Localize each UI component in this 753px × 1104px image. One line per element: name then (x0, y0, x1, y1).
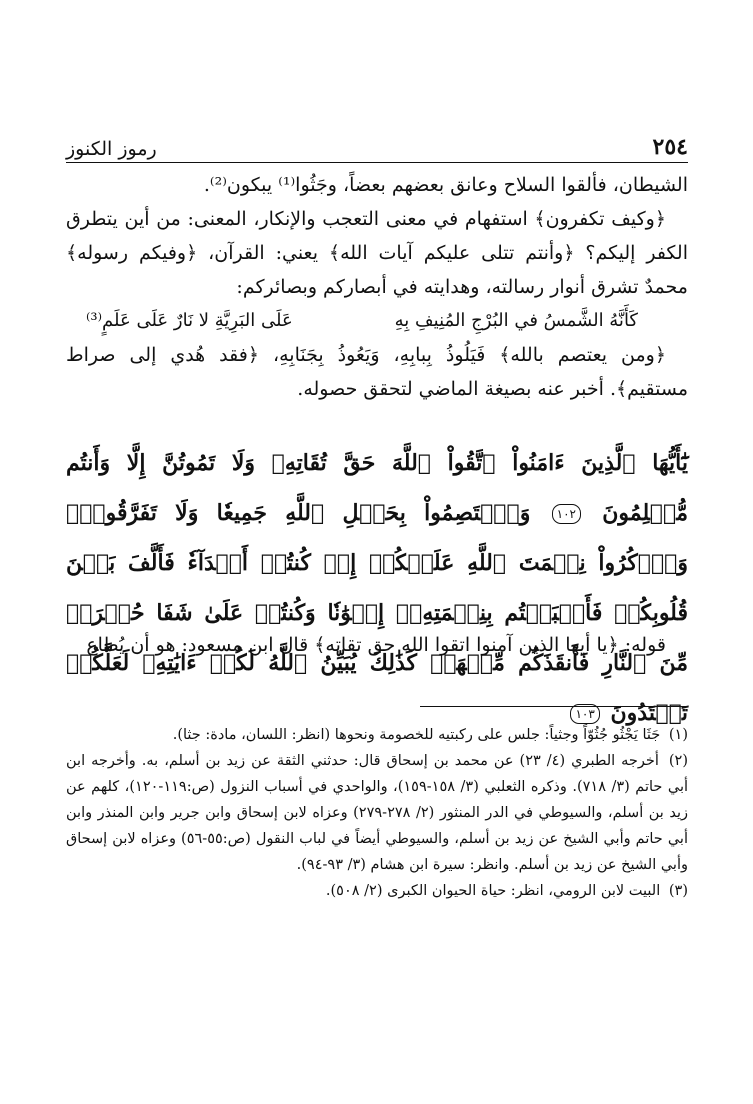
verse-number-102: ١٠٢ (552, 504, 581, 524)
paragraph-2: ﴿وكيف تكفرون﴾ استفهام في معنى التعجب والإنكار، المعنى: من أين يتطرق الكفر إليكم؟ ﴿وأنتم تتلى عليكم آيات الله﴾ يعني: القرآن، ﴿وفيكم رسوله﴾ محمدٌ تشرق أنوار رسالته، وهدايته في أبصاركم وبصائركم: (66, 208, 688, 298)
footnote-3-text: البيت لابن الرومي، انظر: حياة الحيوان الكبرى (٢/ ٥٠٨). (325, 883, 661, 899)
footnote-divider (420, 706, 688, 707)
footnotes (66, 722, 688, 904)
page-header (66, 124, 688, 160)
footnote-1-text: جَثَا يَجْثُو جُثُوّاً وجثياً: جلس على ركبتيه للخصومة ونحوها (انظر: اللسان، مادة: جثا). (172, 727, 661, 743)
footnote-3 (66, 878, 688, 904)
footnote-2 (66, 748, 688, 878)
verse-102: يَٰٓأَيُّهَا ٱلَّذِينَ ءَامَنُواْ ٱتَّقُواْ ٱللَّهَ حَقَّ تُقَاتِهِۦ وَلَا تَمُوتُنَّ إِلَّا وَأَنتُم مُّسۡلِمُونَ (66, 450, 688, 526)
header-divider (66, 162, 688, 163)
verse-103: وَٱعۡتَصِمُواْ بِحَبۡلِ ٱللَّهِ جَمِيعٗا وَلَا تَفَرَّقُواْۚ وَٱذۡكُرُواْ نِعۡمَتَ ٱللَّهِ عَلَيۡكُمۡ إِذۡ كُنتُمۡ أَعۡدَآءٗ فَأَلَّفَ بَيۡنَ قُلُوبِكُمۡ فَأَصۡبَحۡتُم بِنِعۡمَتِهِۦٓ إِخۡوَٰنٗا وَكُنتُمۡ عَلَىٰ شَفَا حُفۡرَةٖ مِّنَ ٱلنَّارِ فَأَنقَذَكُم مِّنۡهَاۗ كَذَٰلِكَ يُبَيِّنُ ٱللَّهُ لَكُمۡ ءَايَٰتِهِۦ لَعَلَّكُمۡ تَهۡتَدُونَ (66, 500, 688, 726)
footnote-2-text: أخرجه الطبري (٤/ ٢٣) عن محمد بن إسحاق قال: حدثني الثقة عن زيد بن أسلم، به. وأخرجه ابن أبي حاتم (٣/ ٧١٨). وذكره الثعلبي (٣/ ١٥٨-١٥٩)، والواحدي في أسباب النزول (ص:١١٩-١٢٠)، كلهم عن زيد بن أسلم، والسيوطي في الدر المنثور (٢/ ٢٧٨-٢٧٩) وعزاه لابن إسحاق وابن جرير وابن المنذر وابن أبي حاتم وأبي الشيخ عن زيد بن أسلم، والسيوطي أيضاً في لباب النقول (ص:٥٥-٥٦) وعزاه لابن إسحاق وأبي الشيخ عن زيد بن أسلم. وانظر: سيرة ابن هشام (٣/ ٩٣-٩٤). (66, 753, 689, 873)
footnote-1 (66, 722, 688, 748)
commentary-text (66, 628, 688, 662)
poem-verse (66, 304, 688, 338)
paragraph-1: الشيطان، فألقوا السلاح وعانق بعضهم بعضاً، وجَثُوا⁽¹⁾ يبكون⁽²⁾. (203, 174, 688, 196)
verse-number-103: ١٠٣ (570, 704, 599, 724)
poem-hemistich-left: عَلَى البَرِيَّةِ لا نَارٌ عَلَى عَلَمٍ⁽³⁾ (86, 310, 293, 331)
footnote-1-number: (١) (668, 727, 688, 743)
commentary-paragraph: قوله: ﴿يا أيها الذين آمنوا اتقوا الله حق تقاته﴾ قال ابن مسعود: هو أن يُطاع (86, 634, 666, 656)
quran-passage (66, 438, 688, 738)
footnote-2-number: (٢) (668, 753, 689, 769)
footnote-3-number: (٣) (668, 883, 688, 899)
main-text (66, 168, 688, 406)
running-title: رموز الكنوز (66, 138, 157, 160)
page-number: ٢٥٤ (652, 134, 688, 160)
paragraph-3: ﴿ومن يعتصم بالله﴾ فَيَلُوذُ بِبابِهِ، وَيَعُوذُ بِجَنَابِهِ، ﴿فقد هُدي إلى صراط مستقيم﴾. أخبر عنه بصيغة الماضي لتحقق حصوله. (66, 344, 688, 400)
quran-verses (66, 438, 688, 738)
poem-hemistich-right: كَأَنَّهُ الشَّمسُ في البُرْجِ المُنِيفِ بِهِ (394, 310, 638, 331)
